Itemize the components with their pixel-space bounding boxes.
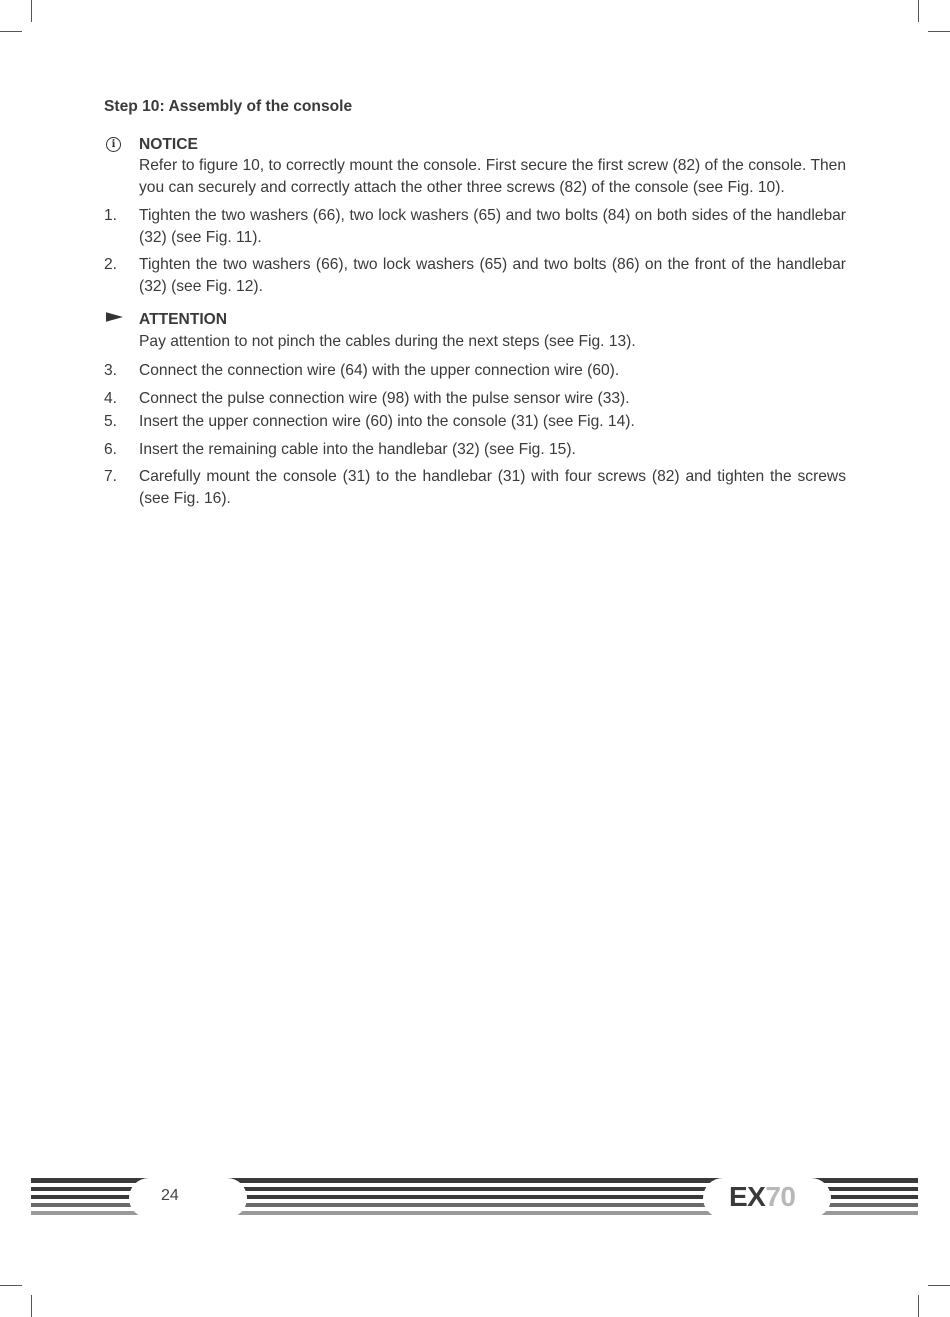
crop-mark [928,31,950,32]
list-item [104,205,846,248]
list-item [104,466,846,509]
list-number: 2. [104,256,118,273]
page-number-pill [129,1178,247,1218]
page-footer [31,1178,918,1218]
brand-prefix: EX [729,1181,766,1212]
list-text: Connect the connection wire (64) with the upper connection wire (60). [139,362,620,379]
crop-mark [31,1295,32,1317]
crop-mark [31,0,32,22]
info-icon: i [106,137,121,152]
list-text: Tighten the two washers (66), two lock washers (65) and two bolts (86) on the front of the handlebar (32) (see Fig. 12). [139,256,846,295]
page-content [104,96,846,509]
list-item [104,439,846,461]
list-text: Connect the pulse connection wire (98) with the pulse sensor wire (33). [139,389,630,407]
page-number: 24 [161,1187,179,1204]
crop-mark [928,1285,950,1286]
list-number: 5. [104,413,118,430]
brand-logo [729,1181,796,1213]
list-number: 4. [104,389,118,407]
list-item [104,360,846,382]
list-number: 3. [104,362,118,379]
crop-mark [918,0,919,22]
list-text: Carefully mount the console (31) to the handlebar (31) with four screws (82) and tighten the screws (see Fig. 16). [139,468,846,507]
list-number: 1. [104,207,118,224]
notice-text: Refer to figure 10, to correctly mount the console. First secure the first screw (82) of the console. Then you can securely and correctly attach the other three screws (82) of the console (see Fig. 10). [139,157,846,196]
list-item [104,254,846,297]
crop-mark [0,1285,22,1286]
attention-heading: ATTENTION [139,311,228,328]
arrow-icon [106,312,123,322]
attention-block [104,309,846,352]
crop-mark [0,31,22,32]
list-text: Insert the upper connection wire (60) into the console (31) (see Fig. 14). [139,413,635,430]
step-label: Step 10: [104,98,165,115]
list-item [104,411,846,433]
list-item [104,388,846,410]
step-title [104,96,846,118]
step-heading: Assembly of the console [168,98,353,115]
list-text: Tighten the two washers (66), two lock washers (65) and two bolts (84) on both sides of the handlebar (32) (see Fig. 11). [139,207,846,246]
notice-block [104,134,846,199]
crop-mark [918,1295,919,1317]
list-number: 7. [104,468,118,485]
list-text: Insert the remaining cable into the handlebar (32) (see Fig. 15). [139,440,576,458]
brand-suffix: 70 [765,1181,796,1212]
list-number: 6. [104,440,118,458]
notice-heading: NOTICE [139,135,198,153]
attention-text: Pay attention to not pinch the cables during the next steps (see Fig. 13). [139,332,636,350]
